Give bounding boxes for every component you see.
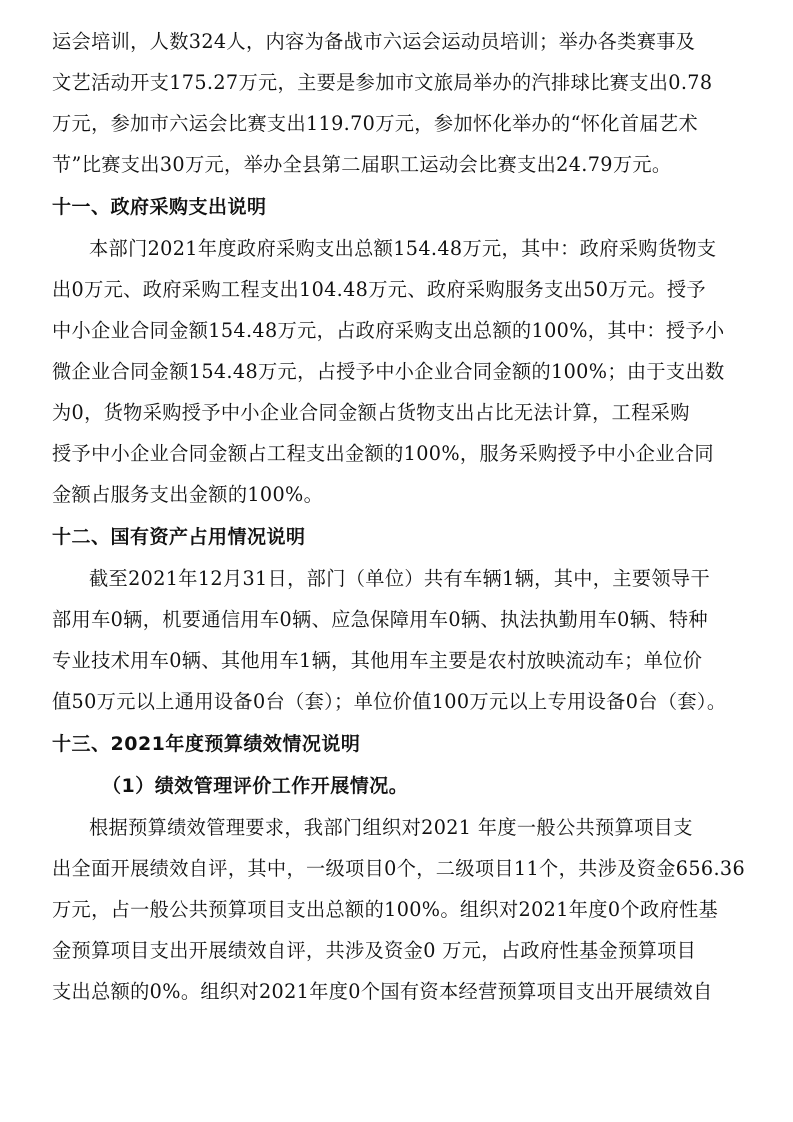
section-13-line-4: 金预算项目支出开展绩效自评，共涉及资金0 万元，占政府性基金预算项目 (52, 939, 697, 962)
intro-line-3: 万元，参加市六运会比赛支出119.70万元，参加怀化举办的“怀化首届艺术 (52, 112, 698, 135)
section-11-line-2: 出0万元、政府采购工程支出104.48万元、政府采购服务支出50万元。授予 (52, 278, 706, 301)
section-11-line-7: 金额占服务支出金额的100%。 (52, 483, 324, 506)
section-12-line-1: 截至2021年12月31日，部门（单位）共有车辆1辆，其中，主要领导干 (89, 567, 710, 590)
section-12-heading: 十二、国有资产占用情况说明 (52, 526, 306, 548)
section-11-line-1: 本部门2021年度政府采购支出总额154.48万元，其中：政府采购货物支 (89, 237, 717, 260)
section-11-line-4: 微企业合同金额154.48万元，占授予中小企业合同金额的100%；由于支出数 (52, 360, 725, 383)
intro-line-4: 节”比赛支出30万元，举办全县第二届职工运动会比赛支出24.79万元。 (52, 153, 672, 176)
section-11-line-5: 为0，货物采购授予中小企业合同金额占货物支出占比无法计算，工程采购 (52, 401, 690, 424)
section-13-line-2: 出全面开展绩效自评，其中，一级项目0个，二级项目11个，共涉及资金656.36 (52, 857, 746, 880)
section-11-line-3: 中小企业合同金额154.48万元，占政府采购支出总额的100%，其中：授予小 (52, 319, 725, 342)
section-13-heading: 十三、2021年度预算绩效情况说明 (52, 733, 361, 755)
section-13-subheading: （1）绩效管理评价工作开展情况。 (102, 775, 409, 797)
intro-line-2: 文艺活动开支175.27万元，主要是参加市文旅局举办的汽排球比赛支出0.78 (52, 71, 713, 94)
section-11-heading: 十一、政府采购支出说明 (52, 196, 267, 218)
section-11-line-6: 授予中小企业合同金额占工程支出金额的100%，服务采购授予中小企业合同 (52, 442, 714, 465)
intro-line-1: 运会培训，人数324人，内容为备战市六运会运动员培训；举办各类赛事及 (52, 30, 696, 53)
section-12-line-3: 专业技术用车0辆、其他用车1辆，其他用车主要是农村放映流动车；单位价 (52, 649, 703, 672)
section-12-line-2: 部用车0辆，机要通信用车0辆、应急保障用车0辆、执法执勤用车0辆、特种 (52, 608, 708, 631)
section-13-line-1: 根据预算绩效管理要求，我部门组织对2021 年度一般公共预算项目支 (89, 816, 693, 839)
section-13-line-3: 万元，占一般公共预算项目支出总额的100%。组织对2021年度0个政府性基 (52, 898, 719, 921)
section-12-line-4: 值50万元以上通用设备0台（套）；单位价值100万元以上专用设备0台（套）。 (52, 690, 727, 713)
section-13-line-5: 支出总额的0%。组织对2021年度0个国有资本经营预算项目支出开展绩效自 (52, 980, 713, 1003)
